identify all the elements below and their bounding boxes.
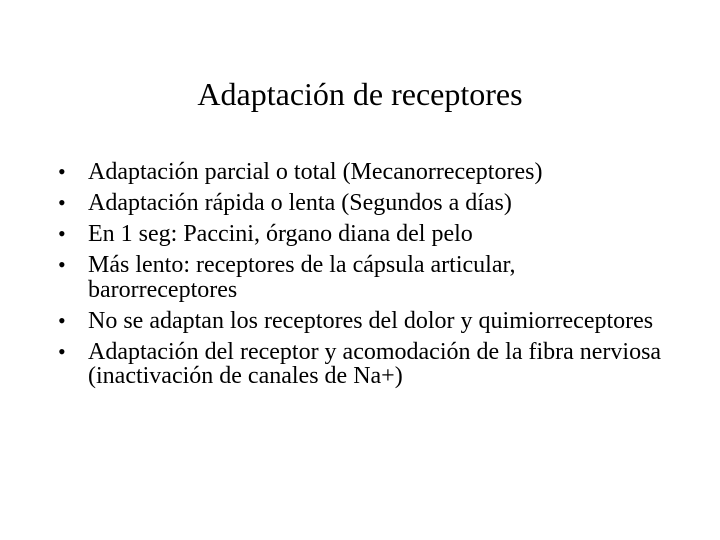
bullet-icon: • (58, 338, 66, 364)
bullet-text: No se adaptan los receptores del dolor y quimiorreceptores (88, 307, 654, 334)
bullet-icon: • (58, 252, 66, 277)
bullet-item (58, 222, 668, 247)
bullet-text: En 1 seg: Paccini, órgano diana del pelo (88, 221, 473, 247)
bullet-icon: • (58, 159, 66, 184)
bullet-icon: • (58, 221, 66, 246)
slide-title: Adaptación de receptores (197, 76, 523, 112)
bullet-item (58, 160, 668, 185)
bullet-item (58, 340, 668, 389)
bullet-text: Adaptación del receptor y acomodación de la fibra nerviosa (inactivación de canales de Na+) (88, 338, 662, 389)
bullet-item (58, 309, 668, 334)
bullet-item (58, 253, 668, 302)
bullet-item (58, 191, 668, 216)
bullet-icon: • (58, 307, 66, 333)
bullet-text: Más lento: receptores de la cápsula articular, barorreceptores (88, 252, 516, 303)
bullet-text: Adaptación rápida o lenta (Segundos a días) (88, 190, 512, 216)
bullet-icon: • (58, 190, 66, 215)
bullet-text: Adaptación parcial o total (Mecanorreceptores) (88, 159, 543, 185)
bullet-list (58, 160, 668, 395)
